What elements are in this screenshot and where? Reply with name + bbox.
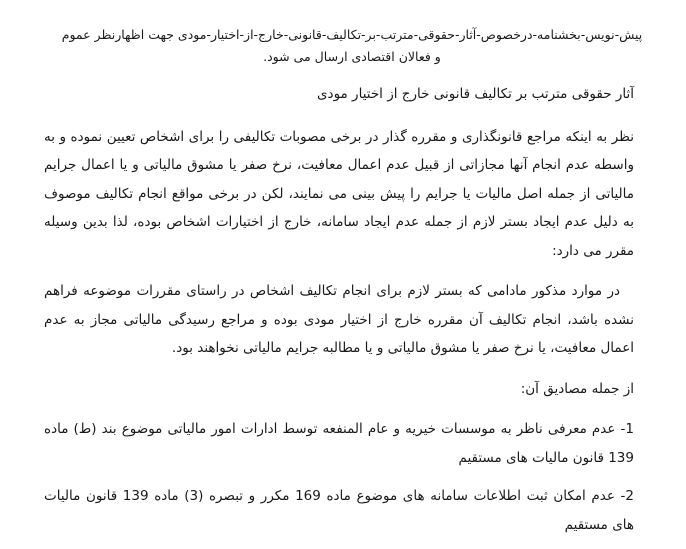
section-heading: آثار حقوقی مترتب بر تکالیف قانونی خارج از اختیار مودی [316, 86, 634, 102]
document-body [44, 80, 634, 549]
list-item: 1- عدم معرفی ناظر به موسسات خیریه و عام المنفعه توسط ادارات امور مالیاتی موضوع بند (ط) ماده 139 قانون مالیات های مستقیم [44, 421, 634, 466]
list-item: 2- عدم امکان ثبت اطلاعات سامانه های موضوع ماده 169 مکرر و تبصره (3) ماده 139 قانون مالیات های مستقیم [44, 488, 634, 533]
intro-text: پیش-نویس-بخشنامه-درخصوص-آثار-حقوقی-مترتب-بر-تکالیف-قانونی-خارج-از-اختیار-مودی جهت اظهارنظر عموم و فعالان اقتصادی ارسال می شود. [61, 27, 643, 64]
paragraph-preamble: نظر به اینکه مراجع قانونگذاری و مقرره گذار در برخی مصوبات تکالیفی را برای اشخاص تعیین نموده و به واسطه عدم انجام آنها مجازاتی از قبیل عدم اعمال معافیت، نرخ صفر یا مشوق مالیاتی و یا اعمال جرایم مالیاتی از جمله اصل مالیات یا جرایم را پیش بینی می نمایند، لکن در برخی مواقع انجام تکالیف موصوف به دلیل عدم ایجاد بستر لازم از جمله عدم ایجاد سامانه، خارج از اختیارات اشخاص بوده، لذا بدین وسیله مقرر می دارد: [44, 128, 634, 259]
paragraph-ruling: در موارد مذکور مادامی که بستر لازم برای انجام تکالیف اشخاص در راستای مقررات موضوعه فراهم نشده باشد، انجام تکالیف آن مقرره خارج از اختیار مودی بوده و مراجع رسیدگی مالیاتی مجاز به عدم اعمال معافیت، یا نرخ صفر یا مشوق مالیاتی و یا مطالبه جرایم مالیاتی نخواهند بود. [44, 283, 634, 356]
examples-heading: از جمله مصادیق آن: [520, 380, 634, 397]
